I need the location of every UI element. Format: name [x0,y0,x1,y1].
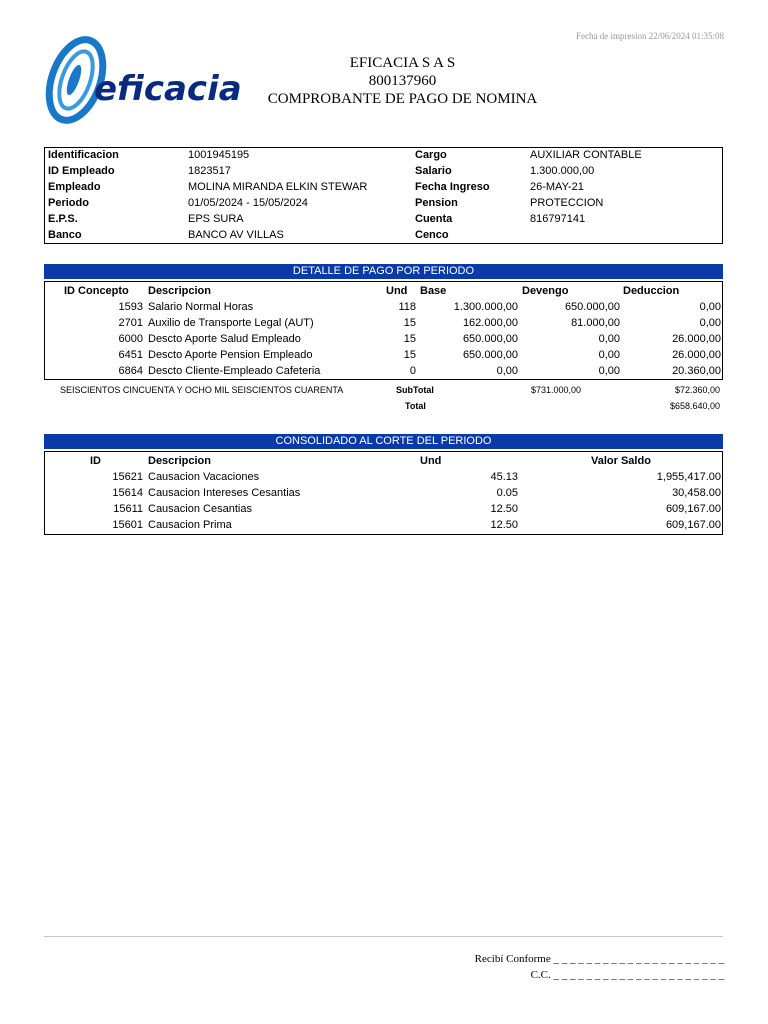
field-label: ID Empleado [48,165,115,177]
document-title: COMPROBANTE DE PAGO DE NOMINA [267,91,538,107]
cell-deduccion: 20.360,00 [672,365,721,377]
cell-desc: Causacion Cesantias [148,503,252,515]
cell-desc: Causacion Prima [148,519,232,531]
field-label: Salario [415,165,452,177]
col-header-devengo: Devengo [522,285,569,297]
cell-desc: Descto Aporte Salud Empleado [148,333,301,345]
detalle-totals [44,385,723,415]
col-header-id: ID Concepto [64,285,129,297]
field-label: Empleado [48,181,101,193]
table-header [45,284,722,300]
cell-devengo: 650.000,00 [564,301,620,313]
company-name: EFICACIA S A S [349,55,456,71]
cell-id: 6000 [118,333,143,345]
cell-desc: Causacion Intereses Cesantias [148,487,301,499]
field-value: PROTECCION [530,197,604,209]
cell-saldo: 609,167.00 [665,519,721,531]
cell-saldo: 1,955,417.00 [656,471,721,483]
table-row [45,332,722,348]
total-label: Total [405,401,426,411]
cell-und: 15 [403,333,416,345]
field-value: 26-MAY-21 [530,181,584,193]
field-value: BANCO AV VILLAS [188,229,284,241]
cell-id: 15601 [112,519,143,531]
cell-und: 0.05 [496,487,518,499]
subtotal-label: SubTotal [396,385,434,395]
cell-id: 1593 [118,301,143,313]
cell-base: 0,00 [496,365,518,377]
col-header-und: Und [386,285,408,297]
col-header-desc: Descripcion [148,455,211,467]
cell-id: 2701 [118,317,143,329]
footer-divider [44,936,723,937]
cell-devengo: 0,00 [598,333,620,345]
cell-devengo: 0,00 [598,349,620,361]
cell-desc: Descto Aporte Pension Empleado [148,349,313,361]
subtotal-devengo: $731.000,00 [531,385,582,395]
table-row [45,470,722,486]
field-label: Cargo [415,149,447,161]
cell-und: 15 [403,349,416,361]
cell-id: 6864 [118,365,143,377]
col-header-und: Und [420,455,442,467]
detalle-table [44,281,723,380]
cell-deduccion: 0,00 [699,301,721,313]
field-label: Identificacion [48,149,119,161]
table-header [45,454,722,470]
table-row [45,316,722,332]
field-label: Fecha Ingreso [415,181,490,193]
cell-und: 12.50 [490,503,518,515]
company-logo [44,34,242,126]
detalle-section-title: DETALLE DE PAGO POR PERIODO [44,264,723,279]
company-nit: 800137960 [368,73,437,89]
col-header-id: ID [90,455,101,467]
table-row [45,300,722,316]
cell-saldo: 609,167.00 [665,503,721,515]
cell-und: 15 [403,317,416,329]
cell-und: 12.50 [490,519,518,531]
cell-desc: Auxilio de Transporte Legal (AUT) [148,317,314,329]
cell-deduccion: 26.000,00 [672,333,721,345]
cell-id: 6451 [118,349,143,361]
cell-base: 650.000,00 [462,333,518,345]
cell-id: 15614 [112,487,143,499]
cell-desc: Causacion Vacaciones [148,471,260,483]
cell-saldo: 30,458.00 [672,487,721,499]
field-value: AUXILIAR CONTABLE [530,149,642,161]
cell-desc: Descto Cliente-Empleado Cafeteria [148,365,321,377]
field-value: 1.300.000,00 [530,165,595,177]
cc-line: C.C. _ _ _ _ _ _ _ _ _ _ _ _ _ _ _ _ _ _ _ _ _ [530,969,724,981]
field-label: Cenco [415,229,449,241]
field-value: 816797141 [530,213,586,225]
field-label: E.P.S. [48,213,78,225]
table-row [45,518,722,534]
employee-row [45,212,722,228]
field-value: EPS SURA [188,213,244,225]
table-row [45,486,722,502]
employee-row [45,196,722,212]
employee-row [45,228,722,244]
cell-devengo: 0,00 [598,365,620,377]
cell-und: 118 [398,301,416,313]
cell-devengo: 81.000,00 [571,317,620,329]
recibi-conforme-line: Recibí Conforme _ _ _ _ _ _ _ _ _ _ _ _ _ _ _ _ _ _ _ _ _ [474,953,724,965]
field-value: MOLINA MIRANDA ELKIN STEWAR [188,181,368,193]
total-value: $658.640,00 [669,401,720,411]
employee-row [45,148,722,164]
cell-und: 45.13 [490,471,518,483]
table-row [45,348,722,364]
svg-text:eficacia: eficacia [94,69,242,109]
field-label: Periodo [48,197,89,209]
cell-base: 650.000,00 [462,349,518,361]
field-value: 1001945195 [188,149,250,161]
col-header-deduccion: Deduccion [623,285,680,297]
field-value: 01/05/2024 - 15/05/2024 [188,197,308,209]
consolidado-table [44,451,723,535]
cell-id: 15611 [113,503,143,515]
col-header-base: Base [420,285,447,297]
employee-info-box [44,147,723,244]
field-label: Cuenta [415,213,453,225]
subtotal-deduccion: $72.360,00 [674,385,720,395]
cell-deduccion: 0,00 [699,317,721,329]
cell-base: 1.300.000,00 [453,301,518,313]
col-header-saldo: Valor Saldo [591,455,651,467]
cell-desc: Salario Normal Horas [148,301,254,313]
col-header-desc: Descripcion [148,285,211,297]
table-row [45,364,722,380]
field-label: Banco [48,229,82,241]
field-label: Pension [415,197,458,209]
cell-base: 162.000,00 [462,317,518,329]
table-row [45,502,722,518]
cell-deduccion: 26.000,00 [672,349,721,361]
print-date: Fecha de impresion 22/06/2024 01:35:08 [576,31,724,41]
employee-row [45,164,722,180]
employee-row [45,180,722,196]
consolidado-section-title: CONSOLIDADO AL CORTE DEL PERIODO [44,434,723,449]
cell-und: 0 [409,365,416,377]
cell-id: 15621 [112,471,143,483]
company-header [230,54,575,108]
field-value: 1823517 [188,165,231,177]
amount-in-words: SEISCIENTOS CINCUENTA Y OCHO MIL SEISCIENTOS CUARENTA [60,385,344,395]
